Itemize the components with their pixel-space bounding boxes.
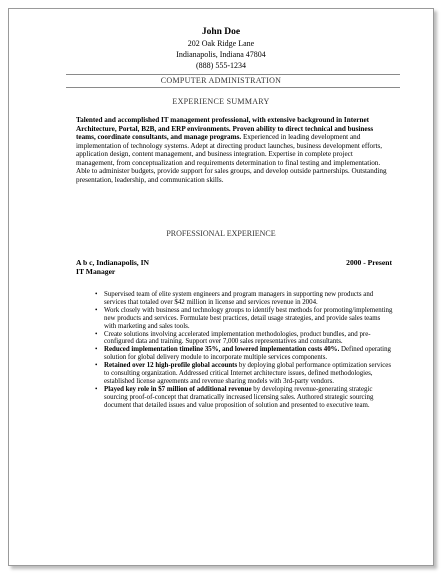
address-line2: Indianapolis, Indiana 47804 bbox=[176, 50, 266, 59]
list-item: • Create solutions involving accelerated implementation methodologies, product bundles, and pre-configured data and training. Support over 7,000 sales representatives and consultants. bbox=[95, 330, 371, 346]
bullet-icon: • bbox=[95, 330, 98, 338]
address-line1: 202 Oak Ridge Lane bbox=[187, 39, 255, 48]
list-item: • Retained over 12 high-profile global accounts by deploying global performance optimization services to consulting organization. Addressed critical Internet architecture issues, defined methodologies, established license agreements and revenue sharing models with 3rd-party vendors. bbox=[95, 362, 392, 385]
summary-title: EXPERIENCE SUMMARY bbox=[172, 97, 270, 106]
contact-header bbox=[9, 27, 433, 71]
candidate-name: John Doe bbox=[201, 27, 241, 37]
job-title: IT Manager bbox=[76, 267, 116, 276]
list-item: • Supervised team of elite system engineers and program managers in supporting new products and services that totaled over $42 million in license and services revenue in 2004. bbox=[95, 291, 374, 306]
divider-top bbox=[66, 74, 400, 75]
phone-number: (888) 555-1234 bbox=[196, 61, 246, 70]
bullet-icon: • bbox=[95, 306, 98, 314]
summary-body: Experienced in leading development and implementation of technology systems. Adept at directing product launches, business development efforts, application design, content management, and business integration. Expertise in complete project management, from conceptualization and requirements determination to final testing and implementation. Able to administer budgets, provide support for sales groups, and develop outside partnerships. Outstanding presentation, leadership, and communication skills. bbox=[76, 133, 387, 184]
bullet-icon: • bbox=[95, 385, 98, 393]
job-company: A b c, Indianapolis, IN bbox=[76, 258, 150, 267]
list-item: • Work closely with business and technology groups to identify best methods for promoting/implementing new products and services. Formulate best practices, detail usage strategies, and provide sales teams with marketing and sales tools. bbox=[95, 306, 393, 330]
bullet-icon: • bbox=[95, 362, 98, 370]
list-item: • Played key role in $7 million of additional revenue by developing revenue-generating strategic sourcing proof-of-concept that dramatically increased licensing sales. Authored strategic sourcing document that detailed issues and value proposition of solution and presented to executive team. bbox=[95, 385, 374, 409]
job-dates: 2000 - Present bbox=[346, 258, 392, 267]
bullet-icon: • bbox=[95, 291, 98, 298]
experience-title: PROFESSIONAL EXPERIENCE bbox=[166, 229, 276, 238]
objective-title: COMPUTER ADMINISTRATION bbox=[160, 76, 282, 85]
job-header bbox=[76, 258, 392, 276]
experience-summary bbox=[76, 116, 392, 184]
resume-page bbox=[8, 8, 434, 566]
divider-objective bbox=[66, 87, 400, 88]
summary-bold-intro: Talented and accomplished IT management professional, with extensive background in Internet Architecture, Portal, B2B, and ERP environments. Proven ability to direct technical and business teams, coordinate consultants, and manage programs. bbox=[76, 116, 374, 141]
bullet-icon: • bbox=[95, 346, 98, 354]
list-item: • Reduced implementation timeline 35%, and lowered implementation costs 40%. Defined operating solution for global delivery module to incorporate multiple services components. bbox=[95, 346, 391, 362]
achievement-list bbox=[95, 291, 394, 410]
